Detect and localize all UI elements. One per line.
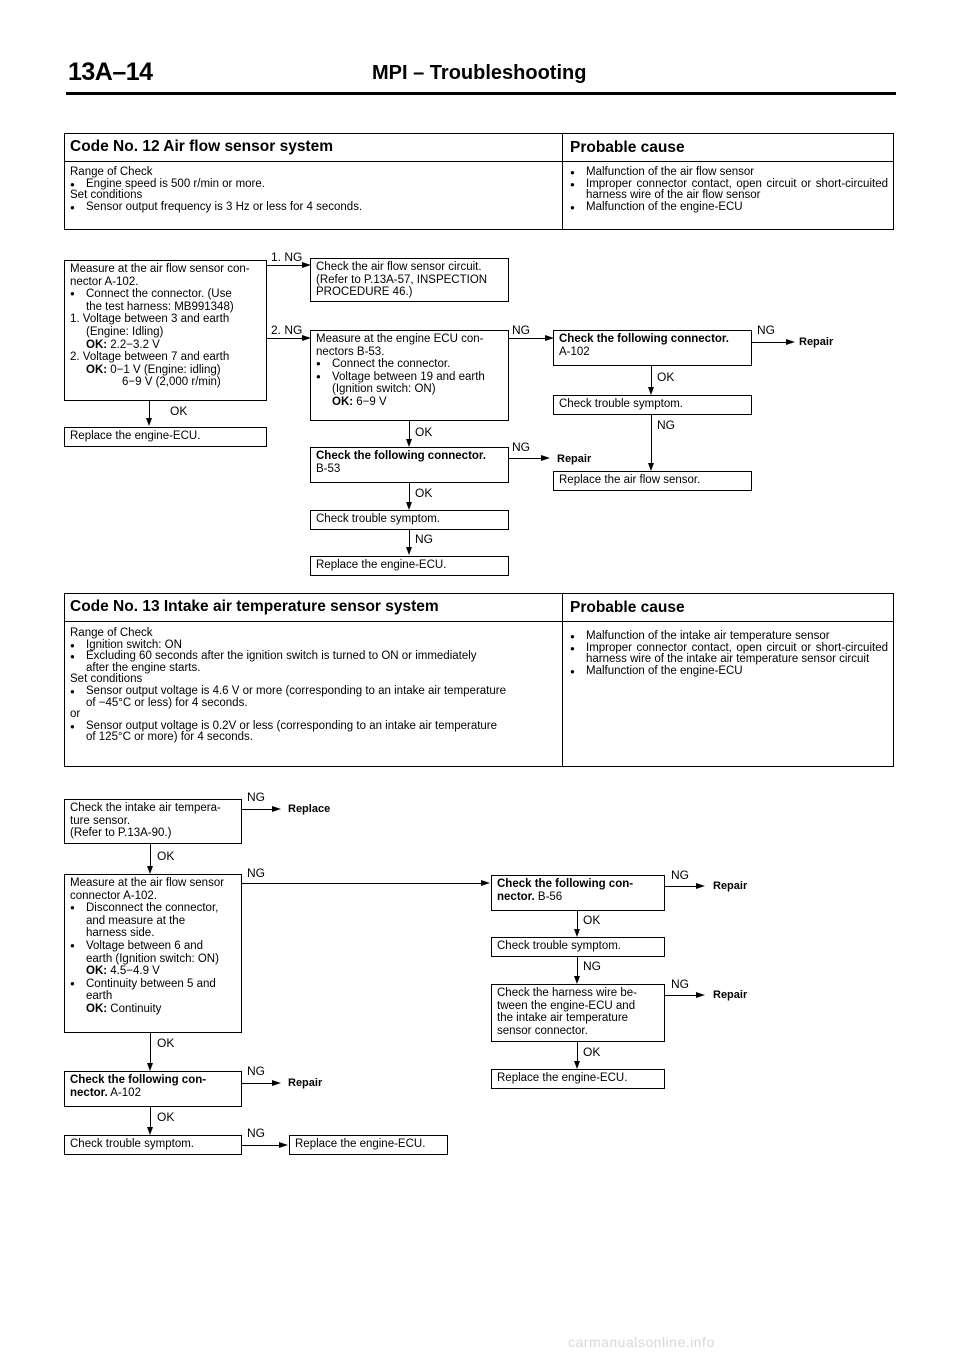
connector-line [242,883,485,884]
arrow-down-icon [648,463,654,471]
range-item: ● Engine speed is 500 r/min or more. [70,179,555,191]
text-line: the test harness: MB991348) [86,300,234,313]
check-connector-b53-box [310,447,509,483]
text-line: (Refer to P.13A-57, INSPECTION [316,273,488,286]
text-line: harness side. [86,927,155,940]
arrow-right-icon [272,1080,281,1086]
table-divider [65,161,893,162]
ng1-label: 1. NG [271,250,303,264]
ok-value: 0−1 V (Engine: idling) [107,363,221,376]
text-line: 1. Voltage between 3 and earth [70,313,230,326]
text-line: Check the following con- [70,1074,207,1086]
ng-label: NG [757,323,775,337]
connector-id: B-56 [534,890,563,903]
arrow-down-icon [147,1127,153,1135]
ok-label: OK [157,1110,175,1124]
arrow-right-icon [272,806,281,812]
ok-label: OK [583,1045,601,1059]
range-item: ● Ignition switch: ON [70,640,555,652]
replace-ecu-box [64,427,267,447]
table-divider [562,594,563,766]
connector-line [242,809,276,810]
arrow-down-icon [574,1061,580,1069]
or-text: or [70,708,81,721]
ng-label: NG [247,790,265,804]
connector-line [752,342,790,343]
text-line: earth [86,990,113,1003]
code12-cause-title: Probable cause [570,139,685,156]
code13-causes [570,631,888,677]
code12-causes [570,167,888,213]
text-line [70,1087,236,1100]
ng-label: NG [657,418,675,432]
arrow-right-icon [786,339,795,345]
connector-line [409,483,410,503]
range-heading: Range of Check [70,627,153,639]
watermark: carmanualsonline.info [568,1334,715,1350]
ng-label: NG [583,959,601,973]
ok-line [70,364,261,377]
measure-a102-box [64,260,267,401]
box-text: Check trouble symptom. [316,513,440,525]
set-conditions-heading: Set conditions [70,189,143,202]
connector-line [651,415,652,464]
ok-label: OK [583,913,601,927]
cause-item: ● Improper connector contact, open circuit or short-circuited harness wire of the air flow sensor [570,179,888,202]
arrow-right-icon [696,992,705,998]
cause-item: ● Malfunction of the air flow sensor [570,167,888,179]
ng-label: NG [512,440,530,454]
connector-line [150,1033,151,1064]
cause-item: ● Malfunction of the engine-ECU [570,666,888,678]
replace-ecu-box [491,1069,665,1089]
check-afs-circuit-box [310,258,509,302]
connector-line [409,421,410,440]
set-condition-item: ● Sensor output frequency is 3 Hz or less for 4 seconds. [70,202,555,214]
text-line: earth (Ignition switch: ON) [86,952,219,965]
ok-value: 4.5−4.9 V [107,965,160,978]
text-line: A-102 [559,345,590,358]
check-trouble-symptom-box [491,937,665,957]
connector-line [577,911,578,930]
ok-value: 6−9 V [353,395,387,408]
set-condition-item-cont: of 125°C or more) for 4 seconds. [86,731,253,744]
arrow-right-icon [541,455,550,461]
range-heading: Range of Check [70,166,153,178]
ok-label: OK [157,1036,175,1050]
arrow-down-icon [406,547,412,555]
text-line: ● Voltage between 19 and earth [316,371,503,384]
ng-label: NG [671,977,689,991]
box-text: Replace the engine-ECU. [70,430,201,442]
ok-label: OK [657,370,675,384]
box-text: Check trouble symptom. [70,1138,194,1150]
repair-label: Repair [713,880,748,892]
text-line: sensor connector. [497,1024,588,1037]
ok-value: 2.2−3.2 V [107,338,160,351]
box-text: Check trouble symptom. [497,940,621,952]
text-line: ● Connect the connector. (Use [70,288,261,301]
check-connector-b56-box [491,875,665,911]
replace-ecu-box [289,1135,448,1155]
cause-item: ● Improper connector contact, open circuit or short-circuited harness wire of the intake air temperature sensor circuit [570,643,888,666]
text-line: ● Continuity between 5 and [70,978,236,991]
arrow-down-icon [147,866,153,874]
text-line: and measure at the [86,914,186,927]
connector-line [150,844,151,867]
connector-line [267,338,306,339]
text-line: ● Voltage between 6 and [70,940,236,953]
text-line: 2. Voltage between 7 and earth [70,351,230,364]
connector-line [267,265,306,266]
ok-line [70,1003,236,1016]
connector-line [409,530,410,548]
page-number: 13A–14 [68,58,153,86]
check-trouble-symptom-box [553,395,752,415]
arrow-right-icon [696,883,705,889]
text-line: (Ignition switch: ON) [332,383,436,396]
text-line: Check the harness wire be- [497,987,637,999]
check-trouble-symptom-box [64,1135,242,1155]
text-line: (Engine: Idling) [86,325,164,338]
code12-range [70,167,555,213]
ok-value: Continuity [107,1002,162,1015]
text-line: B-53 [316,462,341,475]
bold-text: nector. [70,1086,108,1099]
connector-line [577,957,578,977]
ng-label: NG [671,868,689,882]
arrow-right-icon [481,880,490,886]
text-line: Check the air flow sensor circuit. [316,261,482,273]
page-title: MPI – Troubleshooting [372,62,587,84]
box-text: Replace the engine-ECU. [497,1072,628,1084]
box-text: Replace the engine-ECU. [316,559,447,571]
connector-line [665,995,700,996]
code12-title: Code No. 12 Air flow sensor system [70,138,334,155]
repair-label: Repair [557,453,592,465]
text-line [497,891,659,904]
replace-label: Replace [288,803,331,815]
repair-label: Repair [288,1077,323,1089]
ok-label: OK: [86,1002,108,1015]
ok-line [70,339,261,352]
arrow-right-icon [279,1142,288,1148]
ok-label: OK: [86,363,108,376]
box-text: Check trouble symptom. [559,398,683,410]
range-item: ● Excluding 60 seconds after the ignition switch is turned to ON or immediately [70,651,555,663]
ok-label: OK [415,486,433,500]
connector-line [242,1083,276,1084]
text-line: ● Connect the connector. [316,358,503,371]
code12-table [64,133,894,230]
arrow-down-icon [574,929,580,937]
text-line: ture sensor. [70,814,131,827]
set-conditions-heading: Set conditions [70,673,143,686]
connector-line [242,1145,283,1146]
text-line: Check the following connector. [559,333,729,345]
check-iat-sensor-box [64,799,242,844]
connector-line [509,458,545,459]
code13-table [64,593,894,767]
text-line: tween the engine-ECU and [497,999,636,1012]
box-text: Replace the engine-ECU. [295,1138,426,1150]
table-divider [562,134,563,229]
ok-label: OK [157,849,175,863]
replace-afs-box [553,471,752,491]
measure-b53-box [310,330,509,421]
bold-text: nector. [497,890,535,903]
arrow-down-icon [406,502,412,510]
set-condition-item: ● Sensor output voltage is 0.2V or less (corresponding to an intake air temperature [70,721,555,733]
ng2-label: 2. NG [271,323,303,337]
ng-label: NG [247,1064,265,1078]
connector-line [149,401,150,419]
text-line: Measure at the air flow sensor con- [70,263,250,275]
cause-item: ● Malfunction of the engine-ECU [570,202,888,214]
ok-label: OK [170,404,188,418]
arrow-down-icon [146,418,152,426]
repair-label: Repair [713,989,748,1001]
text-line: Measure at the air flow sensor [70,877,225,889]
table-divider [65,621,893,622]
ok-line [316,396,503,409]
check-trouble-symptom-box [310,510,509,530]
ok-label: OK: [332,395,354,408]
ng-label: NG [512,323,530,337]
set-condition-item-cont: of −45°C or less) for 4 seconds. [86,696,248,709]
code13-cause-title: Probable cause [570,599,685,616]
check-connector-a102-box [64,1071,242,1107]
text-line: (Refer to P.13A-90.) [70,827,172,840]
ok-label: OK: [86,965,108,978]
cause-item: ● Malfunction of the intake air temperature sensor [570,631,888,643]
replace-ecu-box [310,556,509,576]
ok-line [70,965,236,978]
ng-label: NG [247,866,265,880]
box-text: Replace the air flow sensor. [559,474,701,486]
connector-line [651,366,652,388]
text-line: the intake air temperature [497,1012,629,1025]
set-condition-item: ● Sensor output voltage is 4.6 V or more (corresponding to an intake air temperature [70,686,555,698]
text-line: connector A-102. [70,889,157,902]
code13-title: Code No. 13 Intake air temperature sensor system [70,598,439,615]
text-line: ● Disconnect the connector, [70,902,236,915]
ok-label: OK [415,425,433,439]
check-harness-box [491,984,665,1042]
arrow-down-icon [574,976,580,984]
arrow-down-icon [648,387,654,395]
arrow-down-icon [147,1063,153,1071]
ok-label: OK: [86,338,108,351]
text-line: Check the intake air tempera- [70,802,221,814]
text-line: nectors B-53. [316,345,385,358]
text-line: 6−9 V (2,000 r/min) [122,376,221,389]
header-rule [66,92,896,95]
arrow-down-icon [406,439,412,447]
connector-line [577,1042,578,1062]
text-line: nector A-102. [70,275,139,288]
check-connector-a102-box [553,330,752,366]
connector-line [665,886,700,887]
measure-a102-box [64,874,242,1033]
connector-line [509,338,549,339]
ng-label: NG [415,532,433,546]
range-item-cont: after the engine starts. [86,661,201,674]
ng-label: NG [247,1126,265,1140]
text-line: PROCEDURE 46.) [316,286,413,299]
code13-range [70,628,555,744]
text-line: Check the following connector. [316,450,486,462]
connector-id: A-102 [107,1086,141,1099]
connector-line [150,1107,151,1128]
text-line: Measure at the engine ECU con- [316,333,484,345]
text-line: Check the following con- [497,878,634,890]
repair-label: Repair [799,336,834,348]
